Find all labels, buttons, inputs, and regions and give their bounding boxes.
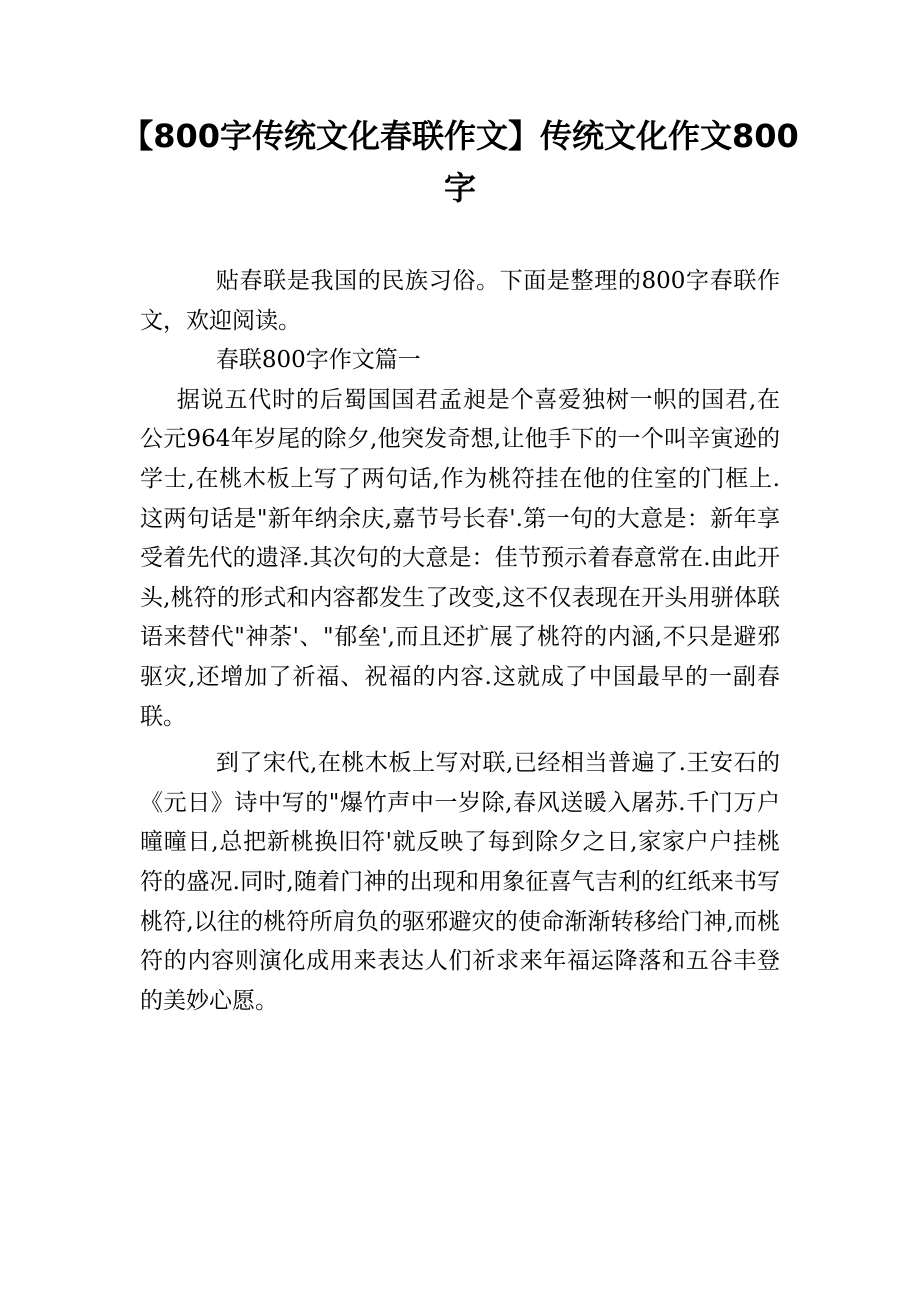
document-body	[140, 262, 780, 1021]
body-paragraph: 据说五代时的后蜀国国君孟昶是个喜爱独树一帜的国君,在公元964年岁尾的除夕,他突发奇想,让他手下的一个叫辛寅逊的学士,在桃木板上写了两句话,作为桃符挂在他的住室的门框上.这两句话是"新年纳余庆,嘉节号长春'.第一句的大意是：新年享受着先代的遗泽.其次句的大意是：佳节预示着春意常在.由此开头,桃符的形式和内容都发生了改变,这不仅表现在开头用骈体联语来替代"神荼'、"郁垒',而且还扩展了桃符的内涵,不只是避邪驱灾,还增加了祈福、祝福的内容.这就成了中国最早的一副春联。	[140, 386, 780, 730]
body-paragraph: 到了宋代,在桃木板上写对联,已经相当普遍了.王安石的《元日》诗中写的"爆竹声中一岁除,春风送暖入屠苏.千门万户曈曈日,总把新桃换旧符'就反映了每到除夕之日,家家户户挂桃符的盛况.同时,随着门神的出现和用象征喜气吉利的红纸来书写桃符,以往的桃符所肩负的驱邪避灾的使命渐渐转移给门神,而桃符的内容则演化成用来表达人们祈求来年福运降落和五谷丰登的美妙心愿。	[140, 750, 780, 1014]
section-heading: 春联800字作文篇一	[215, 347, 421, 374]
intro-paragraph: 贴春联是我国的民族习俗。下面是整理的800字春联作文，欢迎阅读。	[140, 268, 780, 334]
document-title: 【800字传统文化春联作文】传统文化作文800字	[121, 117, 799, 207]
